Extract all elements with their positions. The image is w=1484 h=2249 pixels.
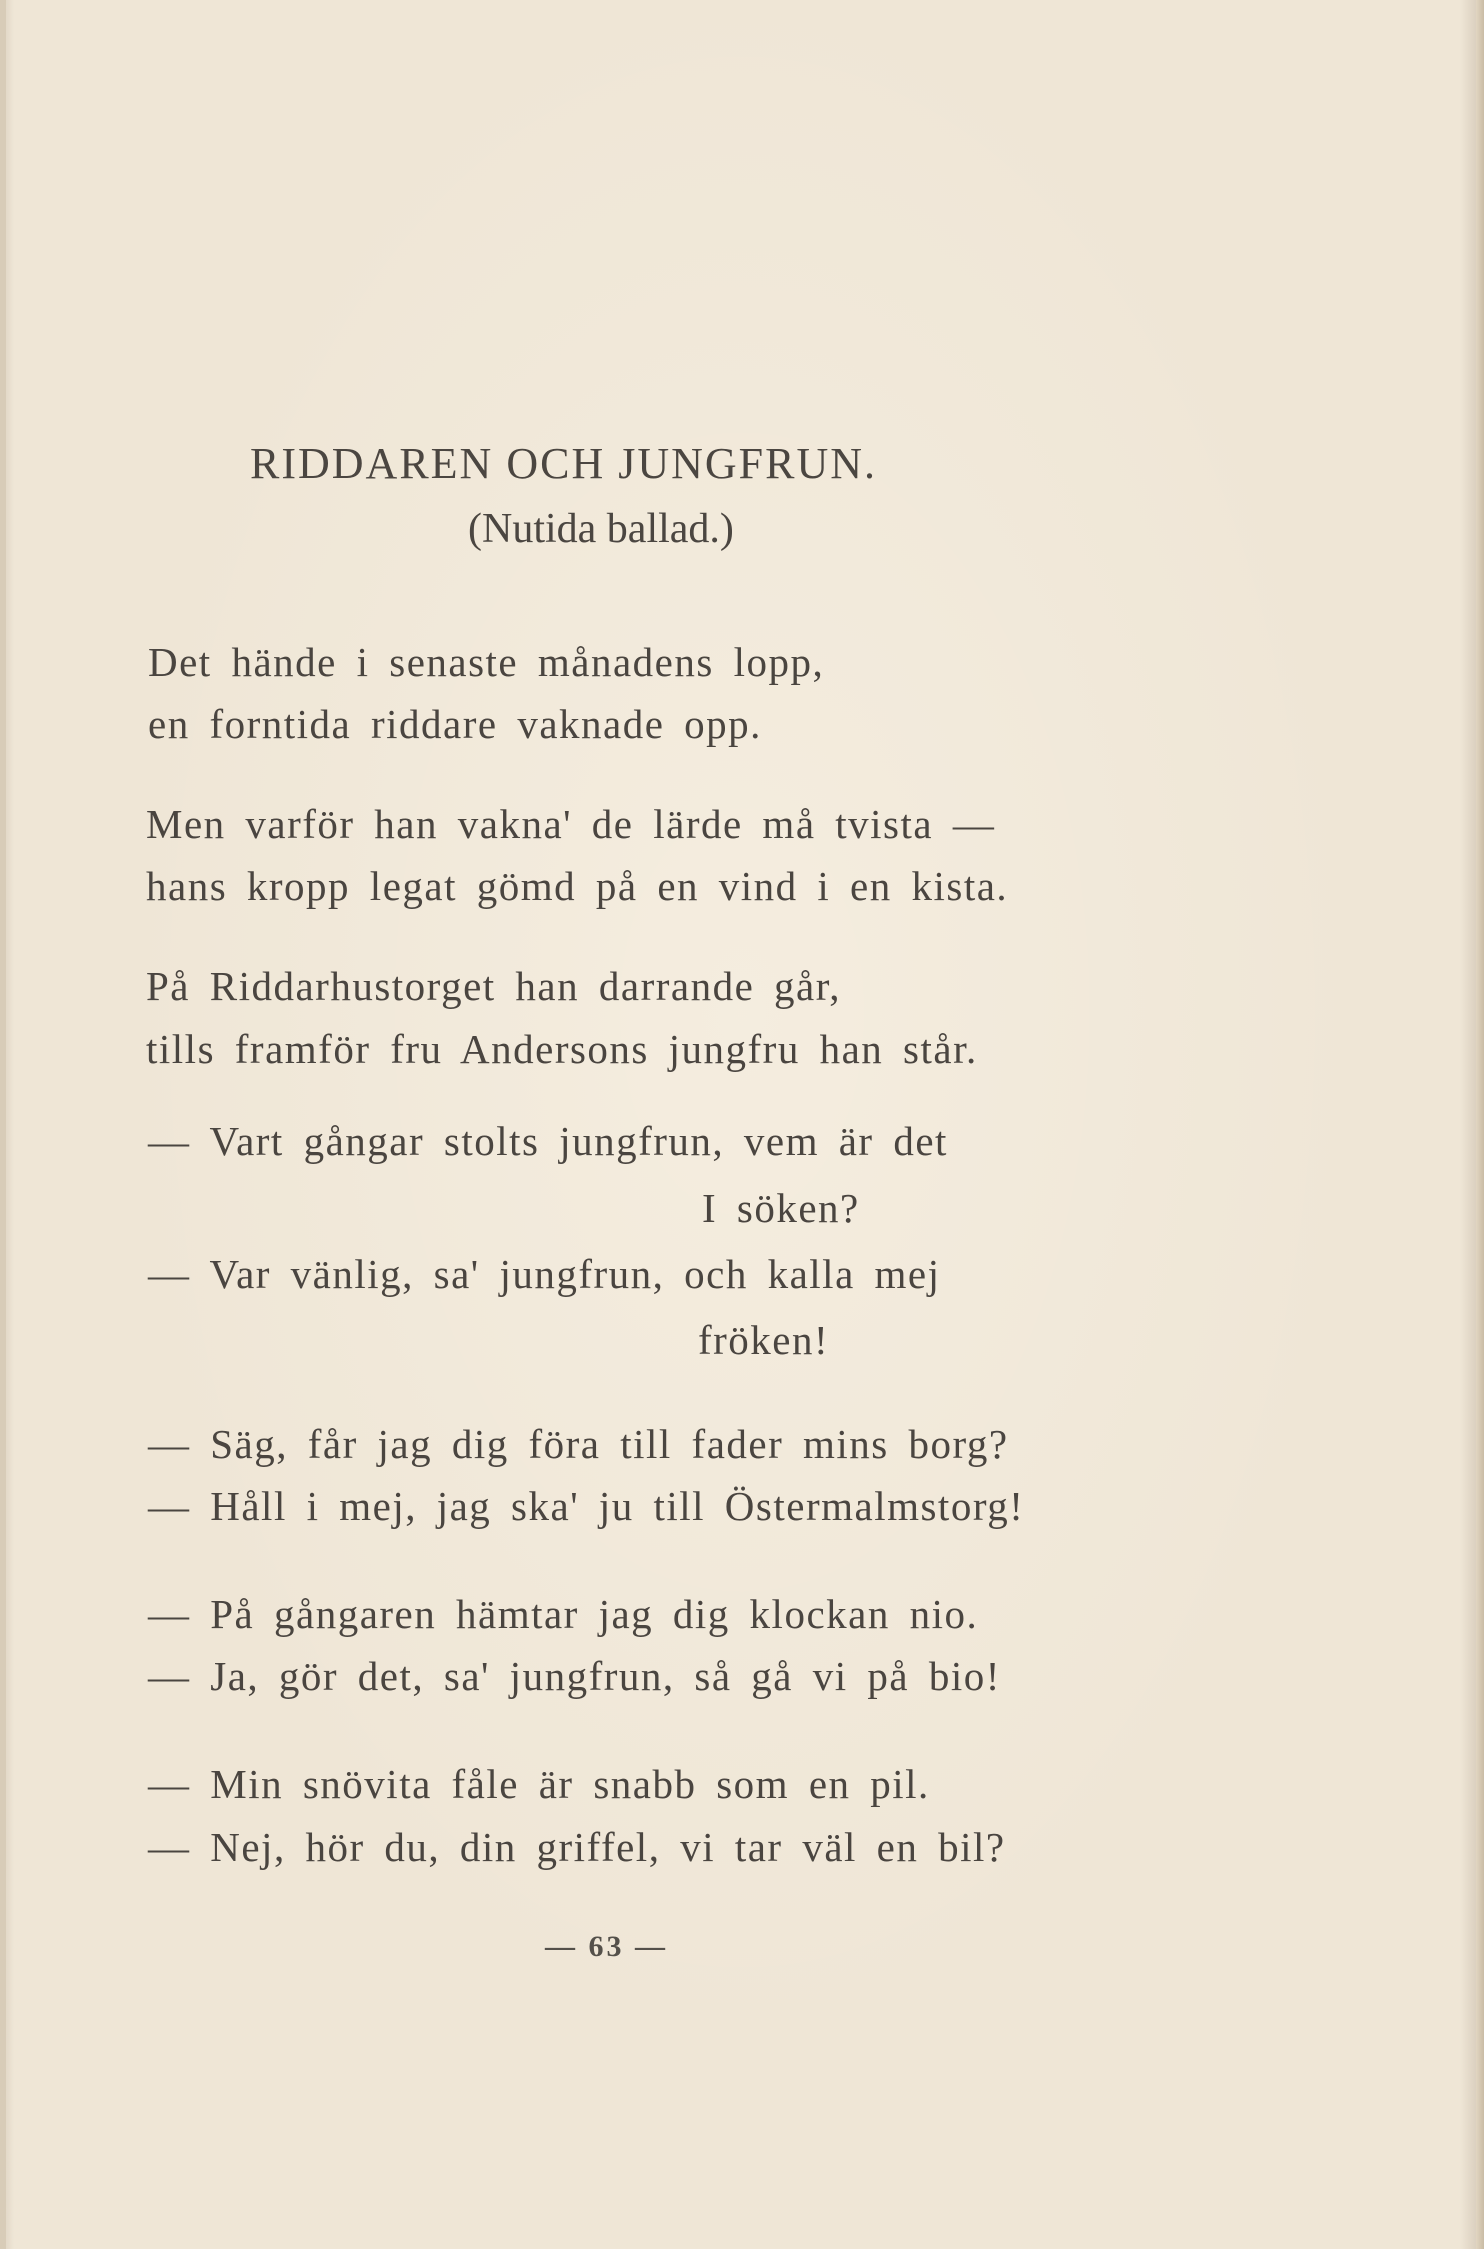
verse-line: — Var vänlig, sa' jungfrun, och kalla mej [148, 1251, 941, 1297]
verse-line: hans kropp legat gömd på en vind i en kista. [146, 863, 1009, 909]
verse-line: — Håll i mej, jag ska' ju till Östermalmstorg! [148, 1483, 1025, 1529]
poem-title: RIDDAREN OCH JUNGFRUN. [250, 439, 878, 488]
poem-subtitle: (Nutida ballad.) [468, 506, 734, 552]
verse-line: — På gångaren hämtar jag dig klockan nio. [148, 1591, 979, 1637]
verse-line: — Ja, gör det, sa' jungfrun, så gå vi på bio! [148, 1653, 1001, 1699]
page-number: — 63 — [545, 1930, 668, 1963]
verse-line: tills framför fru Andersons jungfru han står. [146, 1026, 978, 1072]
page-left-edge [0, 0, 6, 2249]
verse-line: en forntida riddare vaknade opp. [148, 701, 762, 747]
verse-line: Men varför han vakna' de lärde må tvista — [146, 801, 996, 847]
verse-line: — Nej, hör du, din griffel, vi tar väl en bil? [148, 1824, 1006, 1870]
verse-line: — Vart gångar stolts jungfrun, vem är det [148, 1118, 948, 1164]
verse-line: fröken! [698, 1317, 830, 1363]
verse-line: Det hände i senaste månadens lopp, [148, 639, 825, 685]
verse-line: — Säg, får jag dig föra till fader mins borg? [148, 1421, 1009, 1467]
verse-line: På Riddarhustorget han darrande går, [146, 963, 841, 1009]
verse-line: I söken? [702, 1185, 860, 1231]
verse-line: — Min snövita fåle är snabb som en pil. [148, 1761, 930, 1807]
page-right-edge [1476, 0, 1484, 2249]
